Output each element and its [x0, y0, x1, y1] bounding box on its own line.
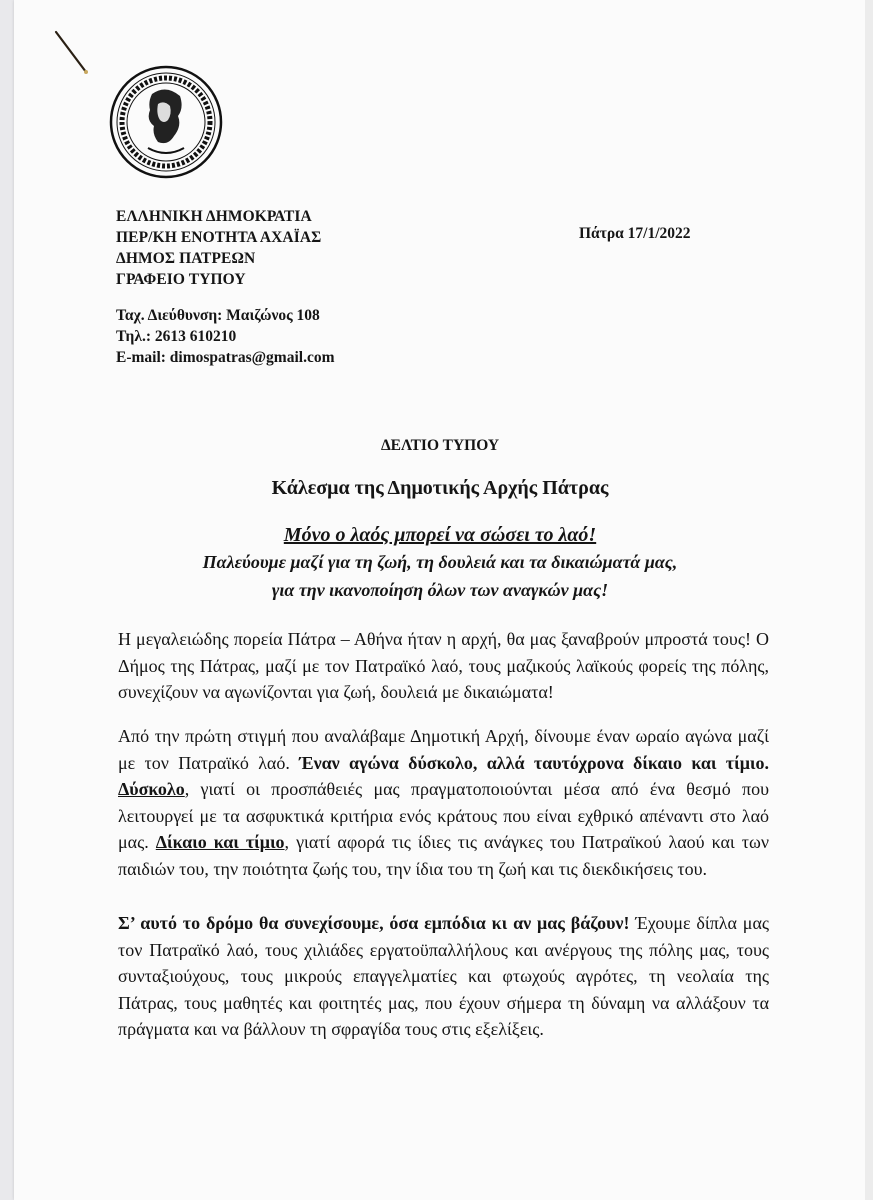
subtitle-line-1: Παλεύουμε μαζί για τη ζωή, τη δουλειά και τα δικαιώματά μας, — [202, 552, 678, 572]
document-date: Πάτρα 17/1/2022 — [579, 225, 691, 242]
paragraph-3-text: Έχουμε δίπλα μας τον Πατραϊκό λαό, τους χιλιάδες εργατοϋπαλλήλους και ανέργους της πόλης μας, τους συνταξιούχους, τους μικρούς επαγγελματίες και φτωχούς αγρότες, τη νεολαία της Πάτρας, τους μαθητές και φοιτητές μας, που έχουν σήμερα τη δύναμη να αλλάξουν τα πράγματα και να βάλλουν τη σφραγίδα τους στις εξελίξεις. — [118, 913, 770, 1039]
paragraph-2-text-e: , γιατί οι προσπάθειές μας πραγματοποιούνται μέσα από ένα θεσμό που λειτουργεί με τα ασφυκτικά κριτήρια ενός κράτους που είναι εχθρικό απέναντι στο λαό μας. — [118, 779, 769, 852]
paragraph-2-difficult: Δύσκολο — [118, 779, 185, 799]
paragraph-2-emphasis: Έναν αγώνα δύσκολο, αλλά ταυτόχρονα δίκαιο και τίμιο. — [299, 752, 769, 773]
document-title: Κάλεσμα της Δημοτικής Αρχής Πάτρας — [271, 477, 609, 499]
municipality-seal-logo — [108, 64, 224, 180]
paragraph-3-emphasis: Σ’ αυτό το δρόμο θα συνεχίσουμε, όσα εμπόδια κι αν μας βάζουν! — [118, 913, 630, 933]
contact-block — [116, 305, 334, 368]
document-slogan: Μόνο ο λαός μπορεί να σώσει το λαό! — [283, 524, 597, 546]
subtitle-line-2: για την ικανοποίηση όλων των αναγκών μας! — [271, 580, 609, 600]
page-edge — [865, 0, 873, 1200]
paragraph-2-text-a: Από την πρώτη στιγμή που αναλάβαμε Δημοτική Αρχή, δίνουμε έναν ωραίο αγώνα μαζί με τον Πατραϊκό λαό. — [118, 726, 769, 773]
contact-email: E-mail: dimospatras@gmail.com — [116, 349, 335, 366]
paragraph-2-text-g: , γιατί αφορά τις ίδιες τις ανάγκες του Πατραϊκού λαού και των παιδιών του, την ποιότητα ζωής του, την ίδια του τη ζωή και τις διεκδικήσεις του. — [118, 832, 770, 879]
pen-mark — [52, 30, 94, 76]
paragraph-3 — [118, 910, 769, 1043]
paragraph-2-fair-honest: Δίκαιο και τίμιο — [155, 832, 285, 852]
issuer-line-republic: ΕΛΛΗΝΙΚΗ ΔΗΜΟΚΡΑΤΙΑ — [116, 208, 312, 225]
issuer-line-municipality: ΔΗΜΟΣ ΠΑΤΡΕΩΝ — [116, 250, 256, 267]
paragraph-2 — [118, 723, 769, 882]
issuer-block — [116, 206, 321, 290]
contact-address: Ταχ. Διεύθυνση: Μαιζώνος 108 — [116, 307, 320, 324]
contact-phone: Τηλ.: 2613 610210 — [116, 328, 237, 345]
issuer-line-press-office: ΓΡΑΦΕΙΟ ΤΥΠΟΥ — [116, 271, 246, 288]
document-type: ΔΕΛΤΙΟ ΤΥΠΟΥ — [380, 437, 500, 454]
issuer-line-region: ΠΕΡ/ΚΗ ΕΝΟΤΗΤΑ ΑΧΑΪΑΣ — [116, 229, 322, 246]
paragraph-1: Η μεγαλειώδης πορεία Πάτρα – Αθήνα ήταν η αρχή, θα μας ξαναβρούν μπροστά τους! Ο Δήμος της Πάτρας, μαζί με τον Πατραϊκό λαό, τους μαζικούς λαϊκούς φορείς της πόλης, συνεχίζουν να αγωνίζονται για ζωή, δουλειά με δικαιώματα! — [118, 629, 769, 702]
